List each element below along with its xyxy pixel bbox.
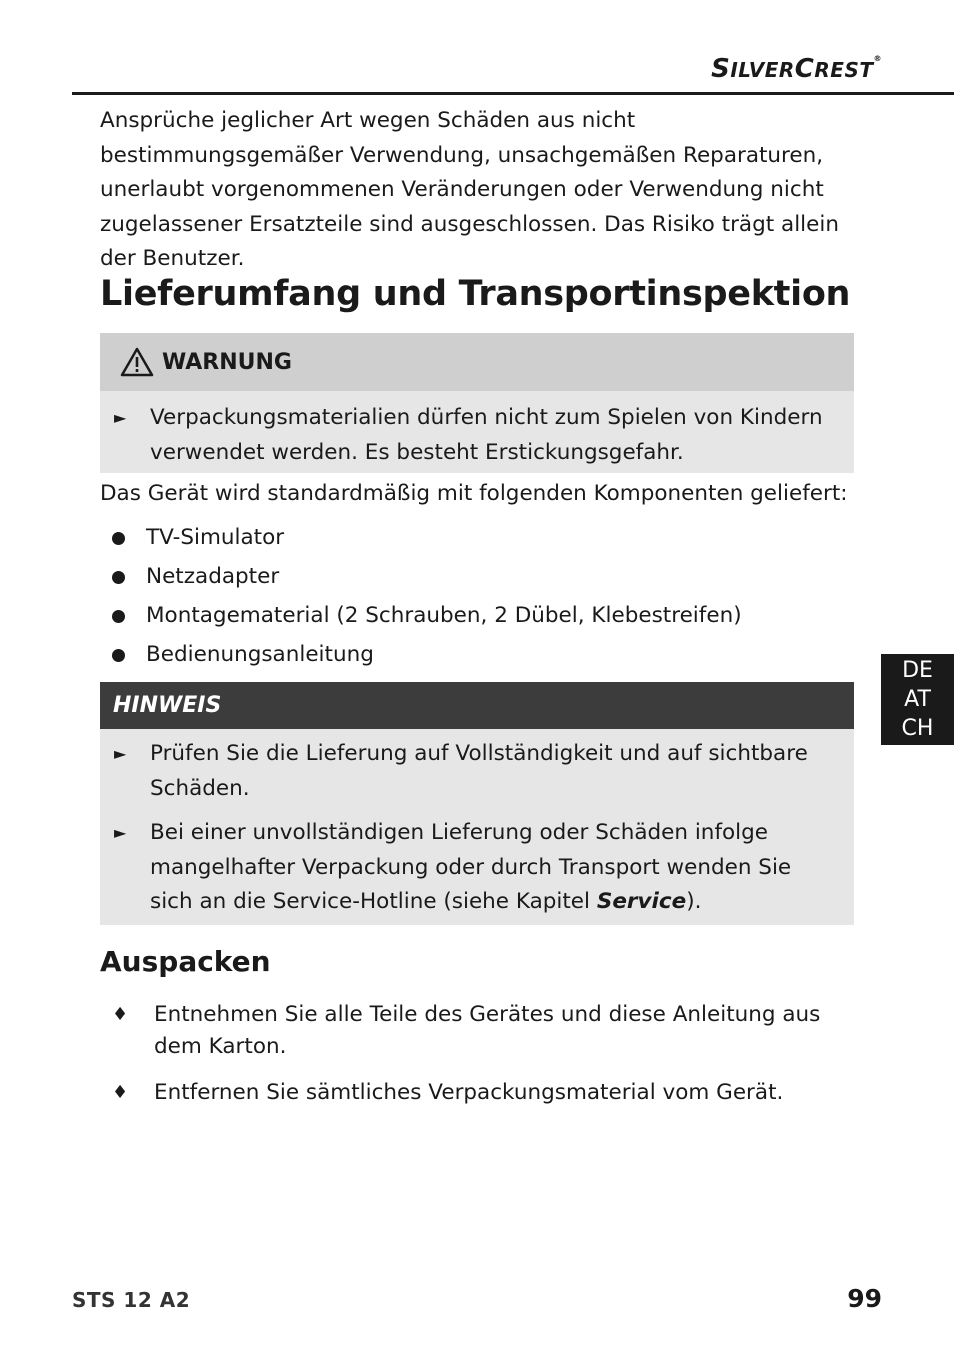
bullet-dot-icon <box>112 649 125 662</box>
warning-triangle-icon <box>120 347 154 377</box>
header-rule <box>72 92 954 95</box>
warning-header <box>100 333 854 391</box>
note-item-text: Bei einer unvollständigen Lieferung oder Schäden infolge mangelhafter Verpackung oder durch Transport wenden Sie sich an die Service-Hotline (siehe Kapitel Service). <box>150 820 792 914</box>
bullet-dot-icon <box>112 532 125 545</box>
diamond-bullet-icon: ♦ <box>112 1082 129 1103</box>
note-header: HINWEIS <box>100 682 854 729</box>
bullet-dot-icon <box>112 571 125 584</box>
components-intro: Das Gerät wird standardmäßig mit folgenden Komponenten geliefert: <box>100 481 848 506</box>
list-item: Netzadapter <box>100 560 742 599</box>
note-box <box>100 682 854 925</box>
bullet-dot-icon <box>112 610 125 623</box>
brand-logo: SILVERCREST® <box>711 54 882 84</box>
list-item: ♦ Entfernen Sie sämtliches Verpackungsmaterial vom Gerät. <box>100 1077 860 1109</box>
chapter-reference: Service <box>596 889 687 914</box>
arrow-right-icon: ► <box>114 744 127 763</box>
list-item: TV-Simulator <box>100 521 742 560</box>
list-item: ♦ Entnehmen Sie alle Teile des Gerätes und diese Anleitung aus dem Karton. <box>100 999 860 1063</box>
list-item: Montagematerial (2 Schrauben, 2 Dübel, Klebestreifen) <box>100 599 742 638</box>
list-item: Bedienungsanleitung <box>100 638 742 677</box>
arrow-right-icon: ► <box>114 408 127 427</box>
warning-box <box>100 333 854 473</box>
model-number: STS 12 A2 <box>72 1288 191 1312</box>
arrow-right-icon: ► <box>114 823 127 842</box>
note-item <box>100 816 854 920</box>
note-item-text: Prüfen Sie die Lieferung auf Vollständigkeit und auf sichtbare Schäden. <box>150 741 808 801</box>
note-item <box>100 737 854 806</box>
warning-label: WARNUNG <box>162 349 292 375</box>
intro-paragraph: Ansprüche jeglicher Art wegen Schäden aus nicht bestimmungsgemäßer Verwendung, unsachgemäßen Reparaturen, unerlaubt vorgenommenen Veränderungen oder Verwendung nicht zugelassener Ersatzteile sind ausgeschlossen. Das Risiko trägt allein der Benutzer. <box>100 108 839 271</box>
section-title-auspacken: Auspacken <box>100 945 271 978</box>
warning-item-text: Verpackungsmaterialien dürfen nicht zum Spielen von Kindern verwendet werden. Es besteht Erstickungsgefahr. <box>150 405 823 465</box>
page-number: 99 <box>847 1284 882 1313</box>
warning-item <box>100 401 854 470</box>
components-list <box>100 521 742 677</box>
section-title-lieferumfang: Lieferumfang und Transportinspektion <box>100 274 851 314</box>
language-tab: DE AT CH <box>881 654 954 745</box>
diamond-bullet-icon: ♦ <box>112 1004 129 1025</box>
